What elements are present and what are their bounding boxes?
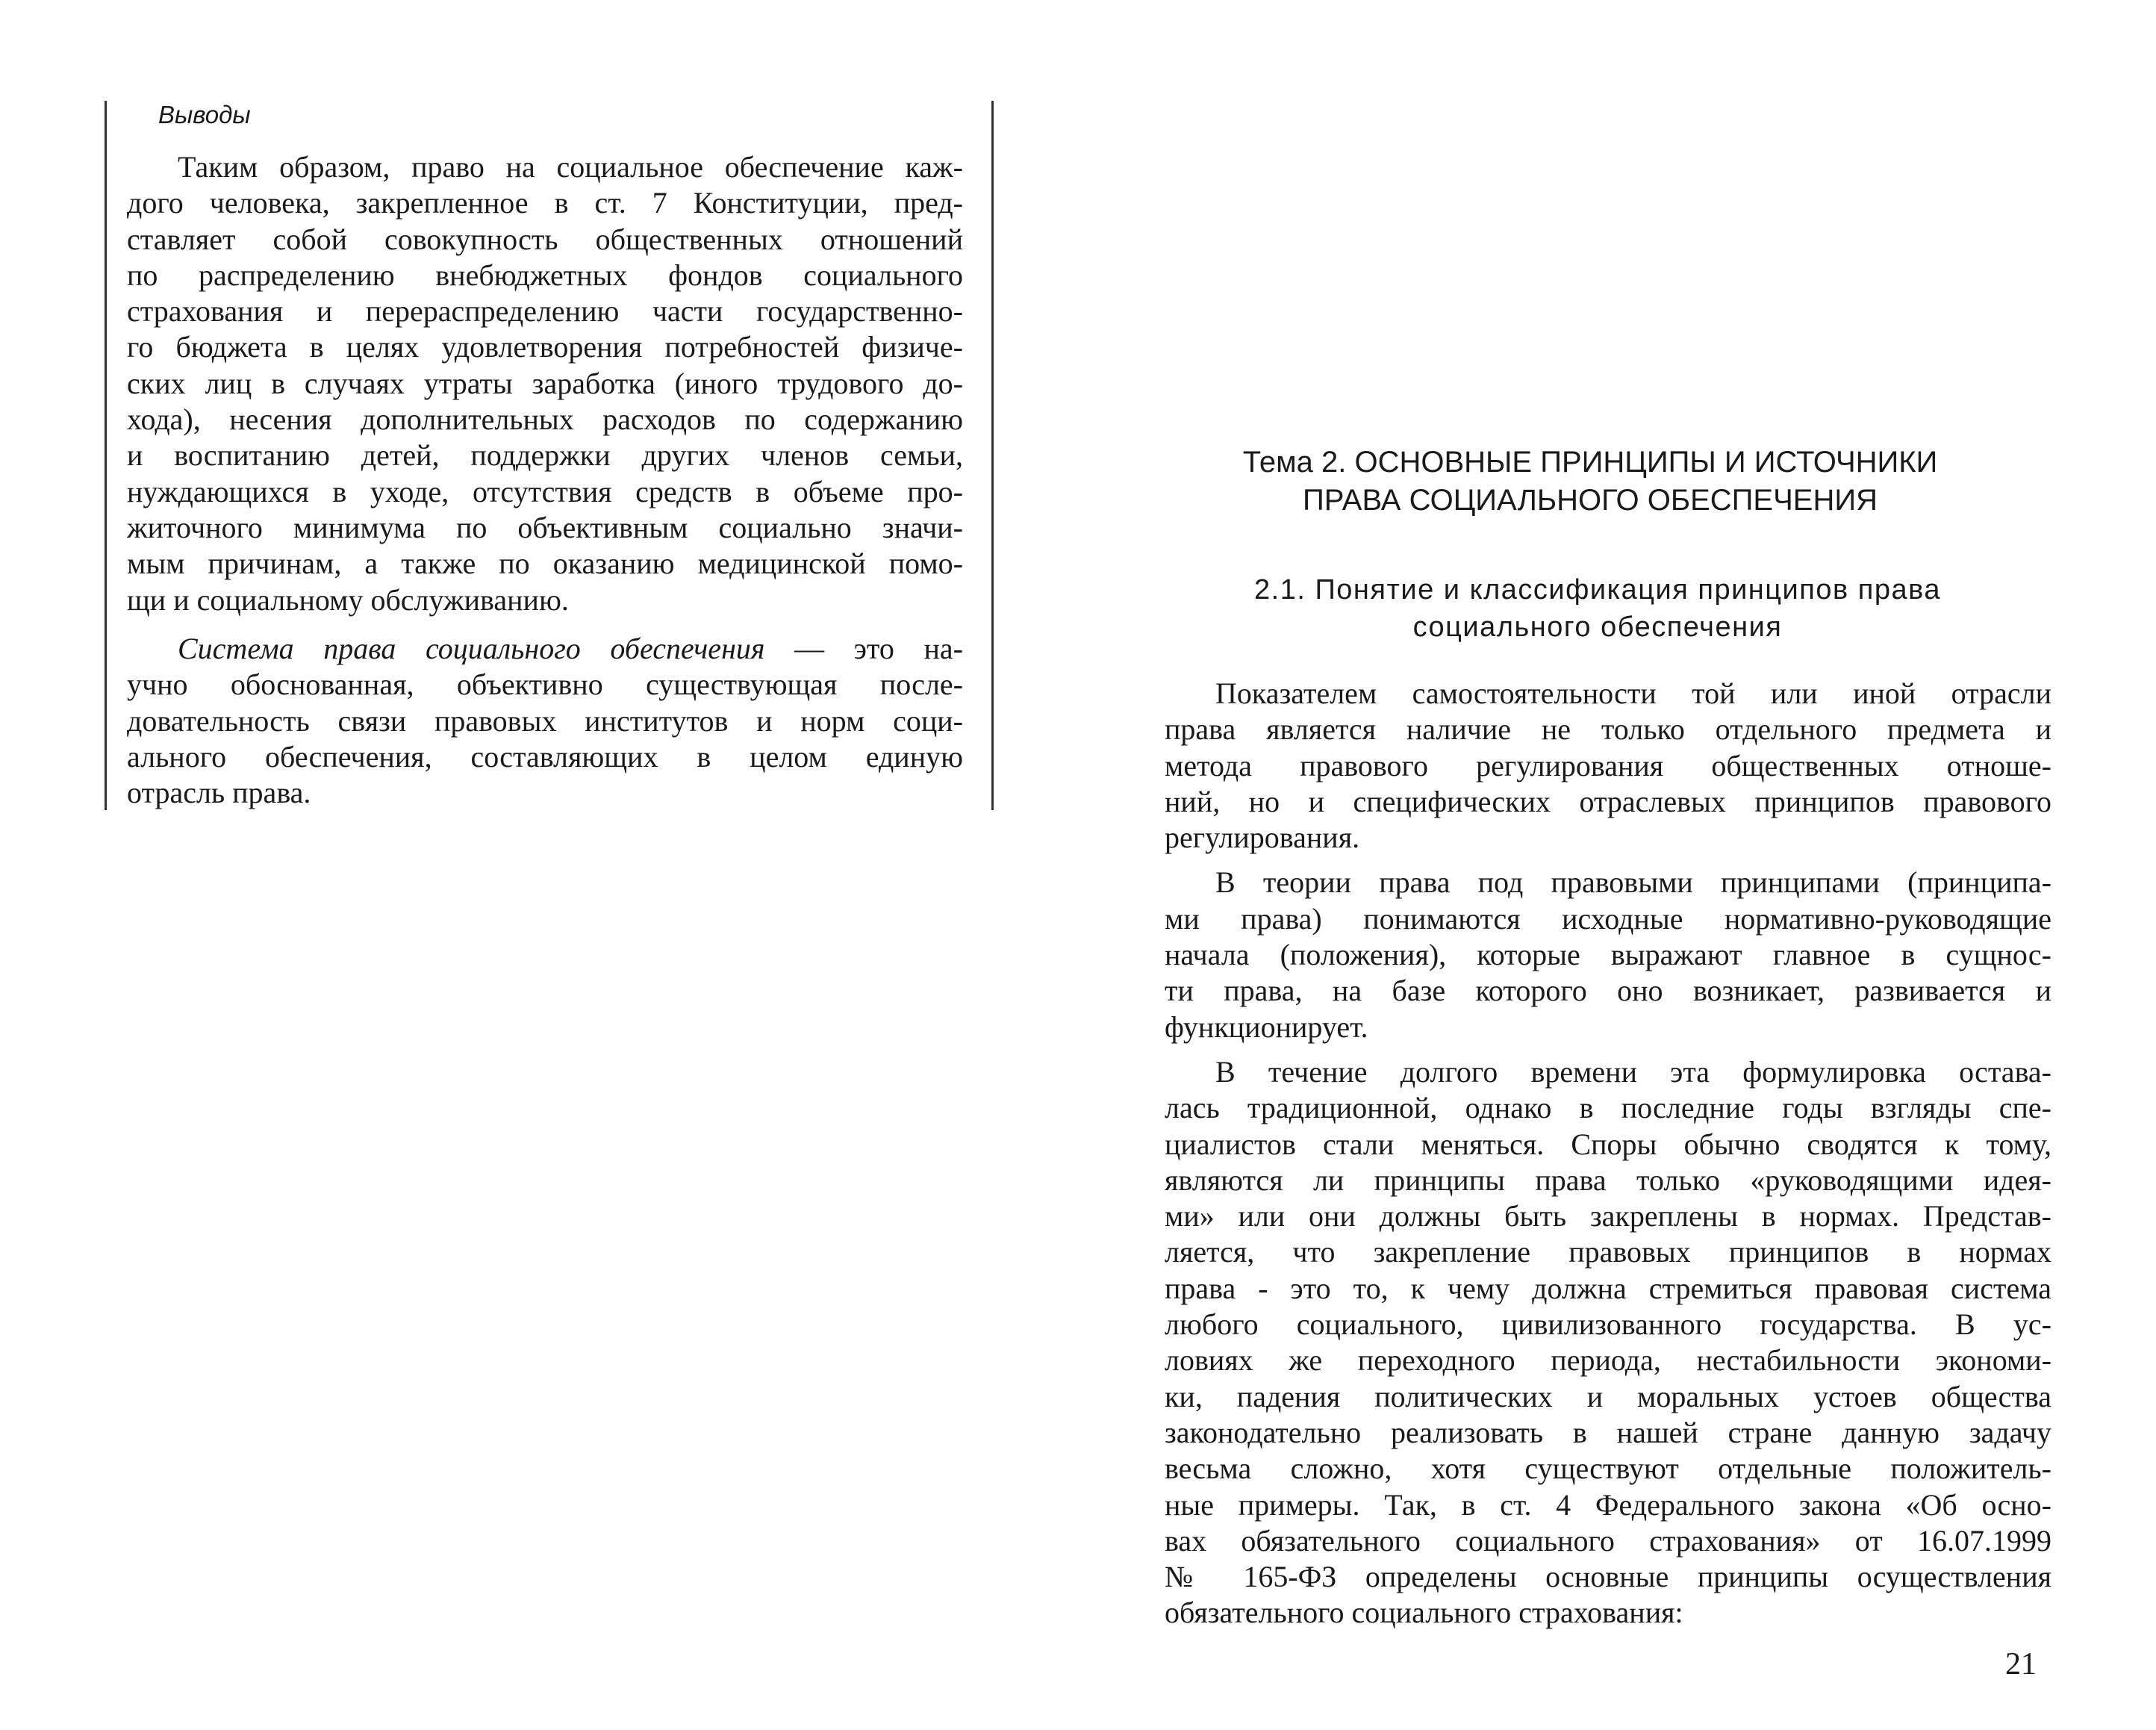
section-title xyxy=(1165,571,2031,646)
text-line: го бюджета в целях удовлетворения потребностей физиче- xyxy=(127,330,963,364)
text-line: щи и социальному обслуживанию. xyxy=(127,582,569,617)
section-title-line: социального обеспечения xyxy=(1412,612,1783,643)
text-line: учно обоснованная, объективно существующая после- xyxy=(127,668,963,702)
text-line: ального обеспечения, составляющих в целом единую xyxy=(127,739,963,774)
topic-title xyxy=(1142,444,2038,520)
text-line: хода), несения дополнительных расходов по содержанию xyxy=(127,402,963,437)
text-line: ми» или они должны быть закреплены в нормах. Представ- xyxy=(1165,1199,2051,1233)
page-number: 21 xyxy=(2005,1647,2037,1681)
text-line: ских лиц в случаях утраты заработка (иного трудового до- xyxy=(127,366,963,400)
text-line: мым причинам, а также по оказанию медицинской помо- xyxy=(127,547,963,581)
text-line: вах обязательного социального страхования» от 16.07.1999 xyxy=(1165,1523,2051,1558)
text-line: метода правового регулирования общественных отноше- xyxy=(1165,748,2051,782)
text-line: страхования и перераспределению части государственно- xyxy=(127,294,963,329)
text-line: довательность связи правовых институтов и норм соци- xyxy=(127,703,963,738)
text-line: ти права, на базе которого оно возникает, развивается и xyxy=(1165,974,2051,1008)
text-line: Таким образом, право на социальное обеспечение каж- xyxy=(178,150,963,184)
topic-title-line: Тема 2. ОСНОВНЫЕ ПРИНЦИПЫ И ИСТОЧНИКИ xyxy=(1242,446,1938,479)
conclusions-title: Выводы xyxy=(158,101,251,128)
topic-title-line: ПРАВА СОЦИАЛЬНОГО ОБЕСПЕЧЕНИЯ xyxy=(1303,484,1878,517)
right-body-text xyxy=(1165,676,2051,1631)
text-line: по распределению внебюджетных фондов социального xyxy=(127,258,963,292)
system-term: Система права социального обеспечения xyxy=(178,632,765,665)
text-line: В теории права под правовыми принципами (принципа- xyxy=(1215,865,2051,900)
text-line: нуждающихся в уходе, отсутствия средств в объеме про- xyxy=(127,474,963,508)
text-line: ставляет собой совокупность общественных отношений xyxy=(127,222,963,256)
conclusion-paragraph xyxy=(127,149,963,618)
section-title-line: 2.1. Понятие и классификация принципов права xyxy=(1254,574,1941,606)
text-line: и воспитанию детей, поддержки других членов семьи, xyxy=(127,438,963,473)
text-line: циалистов стали меняться. Споры обычно сводятся к тому, xyxy=(1165,1127,2051,1161)
text-line: отрасль права. xyxy=(127,776,311,810)
text-line xyxy=(127,631,963,667)
text-line: № 165-ФЗ определены основные принципы осуществления xyxy=(1165,1560,2051,1594)
text-line: ний, но и специфических отраслевых принципов правового xyxy=(1165,784,2051,818)
system-first-rest: — это на- xyxy=(764,632,963,665)
text-line: начала (положения), которые выражают главное в сущнос- xyxy=(1165,938,2051,972)
paragraph-gap xyxy=(1165,856,2051,865)
system-definition-paragraph xyxy=(127,631,963,811)
text-line: функционирует. xyxy=(1165,1009,1368,1044)
text-line: являются ли принципы права только «руководящими идея- xyxy=(1165,1163,2051,1197)
text-line: житочного минимума по объективным социально значи- xyxy=(127,510,963,544)
text-line: ки, падения политических и моральных устоев общества xyxy=(1165,1379,2051,1413)
text-line: ляется, что закрепление правовых принципов в нормах xyxy=(1165,1235,2051,1269)
text-line: Показателем самостоятельности той или иной отрасли xyxy=(1215,676,2051,710)
text-line: весьма сложно, хотя существуют отдельные положитель- xyxy=(1165,1451,2051,1486)
text-line: ловиях же переходного периода, нестабильности экономи- xyxy=(1165,1343,2051,1378)
text-line: обязательного социального страхования: xyxy=(1165,1596,1683,1630)
paragraph-gap xyxy=(1165,1045,2051,1054)
text-line: законодательно реализовать в нашей стране данную задачу xyxy=(1165,1415,2051,1449)
text-line: дого человека, закрепленное в ст. 7 Конституции, пред- xyxy=(127,186,963,220)
text-line: регулирования. xyxy=(1165,821,1360,855)
text-line: В течение долгого времени эта формулировка остава- xyxy=(1215,1054,2051,1089)
text-line: лась традиционной, однако в последние годы взгляды спе- xyxy=(1165,1091,2051,1125)
text-line: ми права) понимаются исходные нормативно-руководящие xyxy=(1165,901,2051,936)
text-line: права является наличие не только отдельного предмета и xyxy=(1165,712,2051,747)
text-line: права - это то, к чему должна стремиться правовая система xyxy=(1165,1271,2051,1305)
text-line: любого социального, цивилизованного государства. В ус- xyxy=(1165,1307,2051,1342)
text-line: ные примеры. Так, в ст. 4 Федерального закона «Об осно- xyxy=(1165,1487,2051,1522)
